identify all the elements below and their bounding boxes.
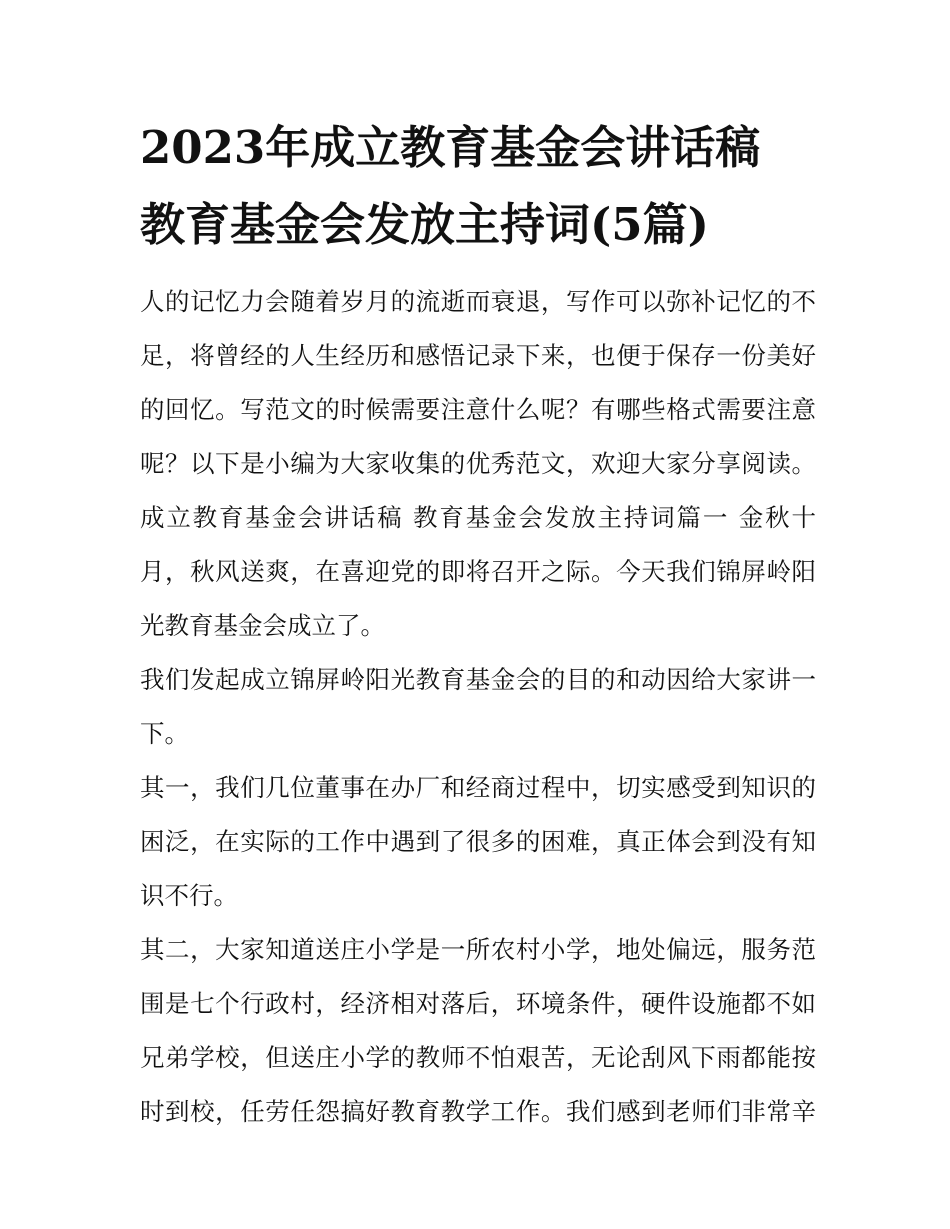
body-line: 围是七个行政村，经济相对落后，环境条件，硬件设施都不如 (140, 989, 816, 1018)
document-title-line-1: 2023年成立教育基金会讲话稿 (140, 121, 761, 174)
body-line: 其二，大家知道送庄小学是一所农村小学，地处偏远，服务范 (140, 935, 816, 964)
body-line: 光教育基金会成立了。 (140, 611, 385, 640)
body-line: 兄弟学校，但送庄小学的教师不怕艰苦，无论刮风下雨都能按 (140, 1043, 816, 1072)
body-line: 人的记忆力会随着岁月的流逝而衰退，写作可以弥补记忆的不 (140, 287, 816, 316)
body-line: 足，将曾经的人生经历和感悟记录下来，也便于保存一份美好 (140, 341, 816, 370)
body-line: 时到校，任劳任怨搞好教育教学工作。我们感到老师们非常辛 (140, 1097, 816, 1126)
body-line: 其一，我们几位董事在办厂和经商过程中，切实感受到知识的 (140, 773, 816, 802)
body-line: 下。 (140, 719, 189, 748)
body-line: 我们发起成立锦屏岭阳光教育基金会的目的和动因给大家讲一 (140, 665, 816, 694)
body-line: 困泛，在实际的工作中遇到了很多的困难，真正体会到没有知 (140, 827, 816, 856)
document-body (140, 280, 816, 1144)
document-title-line-2: 教育基金会发放主持词(5篇) (140, 198, 709, 251)
body-line: 识不行。 (140, 881, 238, 910)
body-line: 呢？以下是小编为大家收集的优秀范文，欢迎大家分享阅读。 (140, 449, 816, 478)
body-line: 的回忆。写范文的时候需要注意什么呢？有哪些格式需要注意 (140, 395, 816, 424)
body-line: 月，秋风送爽，在喜迎党的即将召开之际。今天我们锦屏岭阳 (140, 557, 816, 586)
body-line: 成立教育基金会讲话稿 教育基金会发放主持词篇一 金秋十 (140, 503, 816, 532)
